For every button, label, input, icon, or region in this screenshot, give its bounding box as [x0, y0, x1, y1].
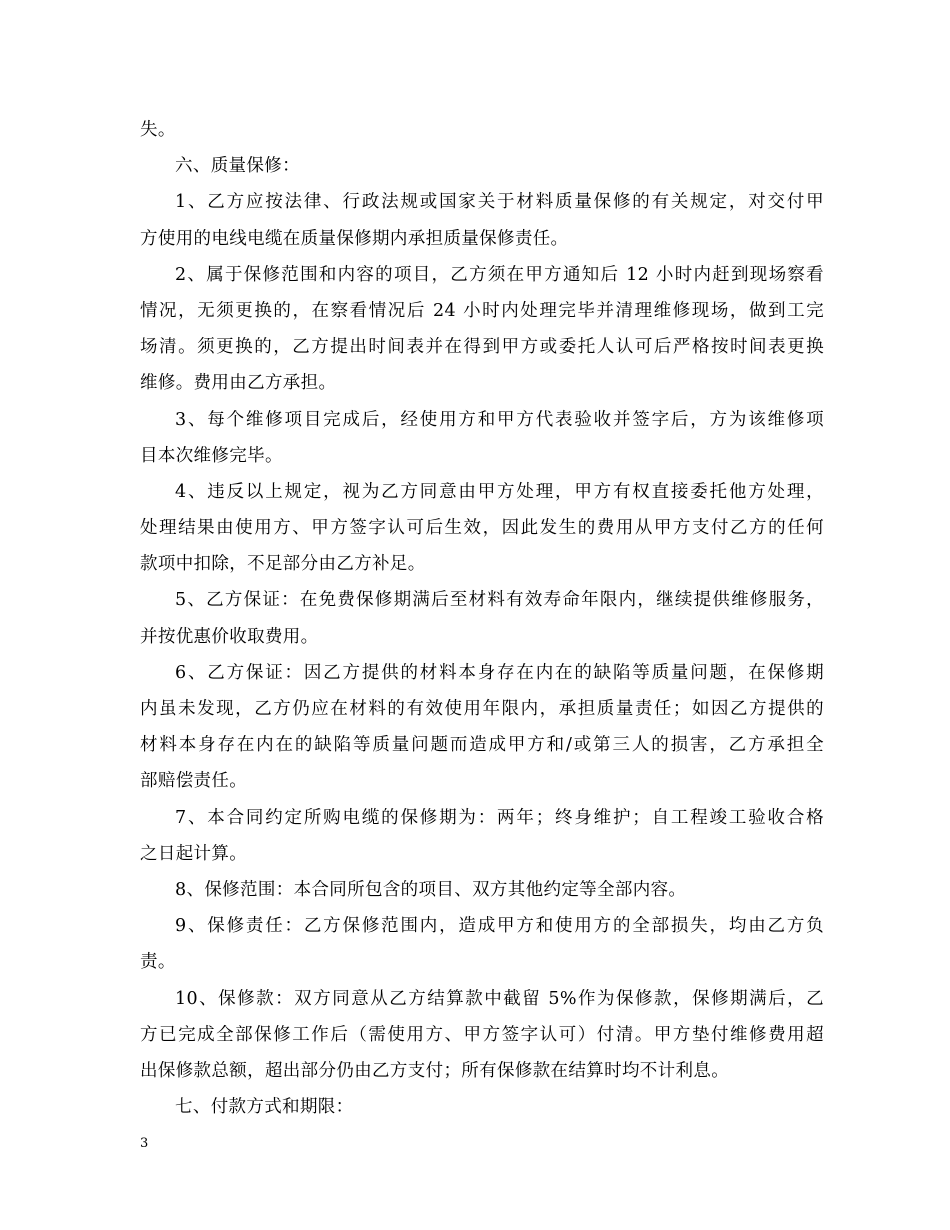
- page-number: 3: [140, 1136, 149, 1151]
- text-line: 10、保修款：双方同意从乙方结算款中截留 5%作为保修款，保修期满后，乙: [175, 988, 824, 1009]
- text-line: 方使用的电线电缆在质量保修期内承担质量保修责任。: [140, 228, 569, 249]
- text-line: 9、保修责任：乙方保修范围内，造成甲方和使用方的全部损失，均由乙方负: [175, 916, 824, 937]
- text-line: 情况，无须更换的，在察看情况后 24 小时内处理完毕并清理维修现场，做到工完: [140, 300, 824, 321]
- text-line: 目本次维修完毕。: [140, 445, 283, 466]
- text-line: 3、每个维修项目完成后，经使用方和甲方代表验收并签字后，方为该维修项: [175, 409, 824, 430]
- text-line: 内虽未发现，乙方仍应在材料的有效使用年限内，承担质量责任；如因乙方提供的: [140, 699, 824, 719]
- text-line: 方已完成全部保修工作后（需使用方、甲方签字认可）付清。甲方垫付维修费用超: [140, 1024, 824, 1045]
- text-line: 出保修款总额，超出部分仍由乙方支付；所有保修款在结算时均不计利息。: [140, 1060, 730, 1081]
- text-line: 并按优惠价收取费用。: [140, 626, 319, 647]
- section-heading: 六、质量保修：: [175, 156, 300, 177]
- text-line: 6、乙方保证：因乙方提供的材料本身存在内在的缺陷等质量问题，在保修期: [175, 662, 824, 683]
- text-line: 5、乙方保证：在免费保修期满后至材料有效寿命年限内，继续提供维修服务，: [175, 590, 824, 611]
- text-line: 4、违反以上规定，视为乙方同意由甲方处理，甲方有权直接委托他方处理，: [175, 481, 824, 502]
- text-line: 款项中扣除，不足部分由乙方补足。: [140, 554, 426, 575]
- text-line: 1、乙方应按法律、行政法规或国家关于材料质量保修的有关规定，对交付甲: [175, 192, 824, 213]
- text-line: 8、保修范围：本合同所包含的项目、双方其他约定等全部内容。: [175, 879, 687, 900]
- text-line: 场清。须更换的，乙方提出时间表并在得到甲方或委托人认可后严格按时间表更换: [140, 337, 824, 358]
- text-line: 部赔偿责任。: [140, 771, 248, 792]
- text-line: 维修。费用由乙方承担。: [140, 373, 337, 394]
- text-line: 责。: [140, 952, 176, 973]
- document-body: [140, 112, 824, 1125]
- text-line: 材料本身存在内在的缺陷等质量问题而造成甲方和/或第三人的损害，乙方承担全: [140, 735, 824, 756]
- text-line: 2、属于保修范围和内容的项目，乙方须在甲方通知后 12 小时内赶到现场察看: [175, 264, 824, 285]
- text-line: 处理结果由使用方、甲方签字认可后生效，因此发生的费用从甲方支付乙方的任何: [140, 518, 824, 539]
- text-line: 失。: [140, 120, 176, 140]
- text-line: 7、本合同约定所购电缆的保修期为：两年；终身维护；自工程竣工验收合格: [175, 807, 824, 828]
- section-heading: 七、付款方式和期限：: [175, 1097, 354, 1118]
- text-line: 之日起计算。: [140, 843, 248, 864]
